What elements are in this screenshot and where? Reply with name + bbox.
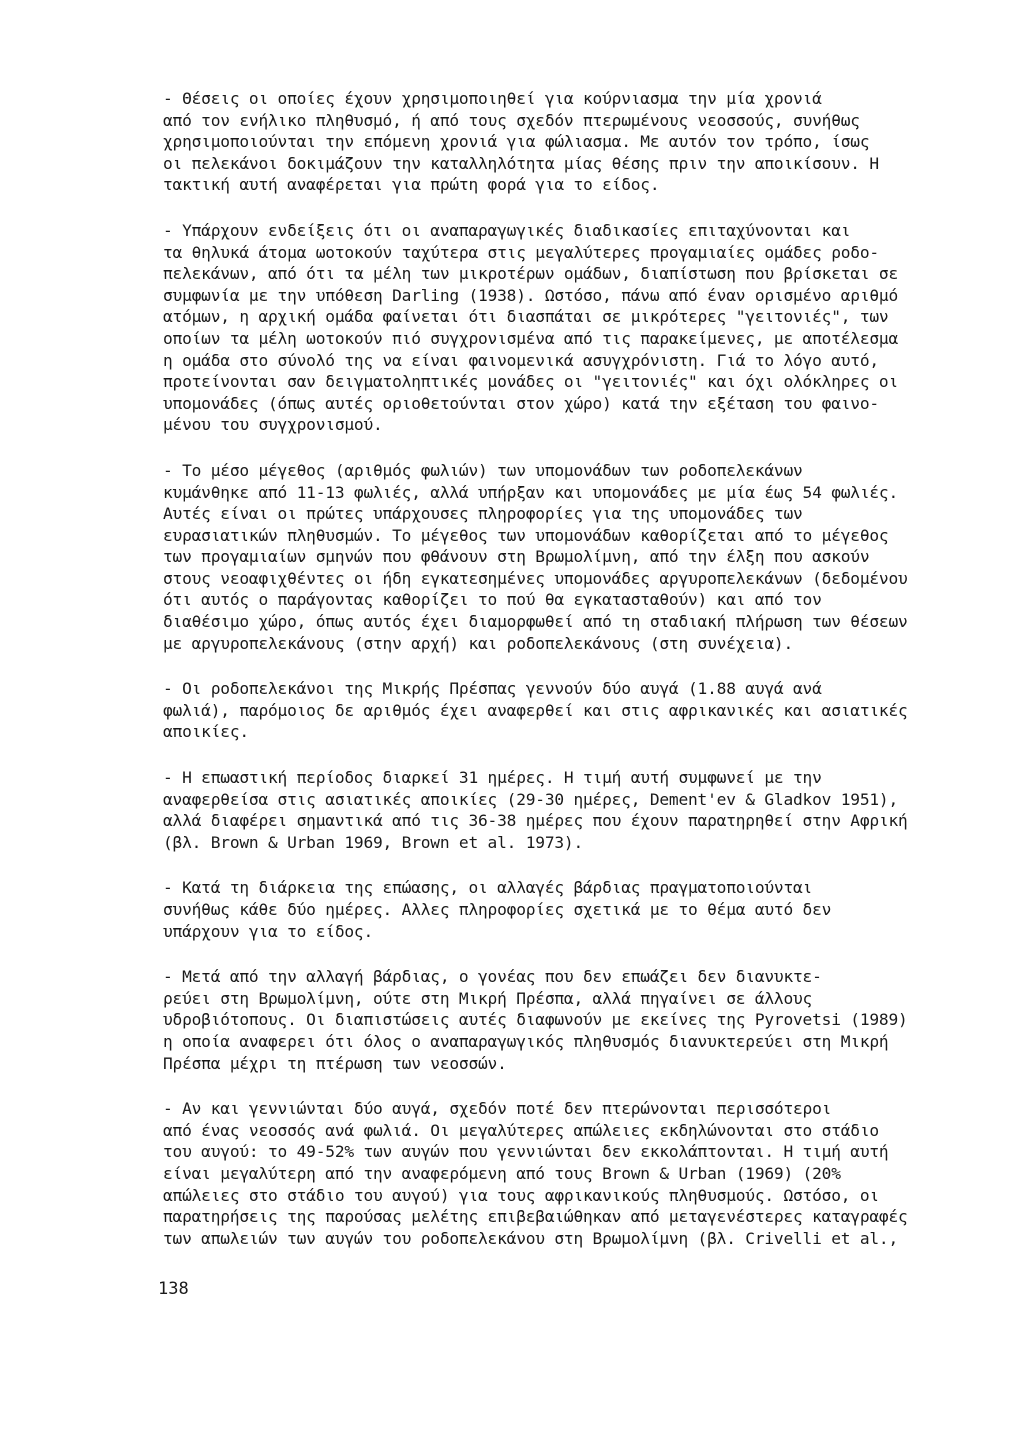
- paragraph-clutch-size: - Οι ροδοπελεκάνοι της Μικρής Πρέσπας γεννούν δύο αυγά (1.88 αυγά ανά φωλιά), παρόμοιος δε αριθμός έχει αναφερθεί και στις αφρικανικές και ασιατικές αποικίες.: [163, 679, 908, 742]
- page-number: 138: [158, 1279, 189, 1299]
- body-text: [163, 88, 933, 1273]
- paragraph-synchrony: - Υπάρχουν ενδείξεις ότι οι αναπαραγωγικές διαδικασίες επιταχύνονται και τα θηλυκά άτομα ωοτοκούν ταχύτερα στις μεγαλύτερες προγαμιαίες ομάδες ροδο- πελεκάνων, από ότι τα μέλη των μικροτέρων ομάδων, διαπίστωση που βρίσκεται σε συμφωνία με την υπόθεση Darling (1938). Ωστόσο, πάνω από έναν ορισμένο αριθμό ατόμων, η αρχική ομάδα φαίνεται ότι διασπάται σε μικρότερες "γειτονιές", των οποίων τα μέλη ωοτοκούν πιό συγχρονισμένα από τις παρακείμενες, με αποτέλεσμα η ομάδα στο σύνολό της να είναι φαινομενικά ασυγχρόνιστη. Γιά το λόγο αυτό, προτείνονται σαν δειγματοληπτικές μονάδες οι "γειτονιές" και όχι ολόκληρες οι υπομονάδες (όπως αυτές οριοθετούνται στον χώρο) κατά την εξέταση του φαινο- μένου του συγχρονισμού.: [163, 220, 899, 435]
- paragraph-incubation-period: - Η επωαστική περίοδος διαρκεί 31 ημέρες. Η τιμή αυτή συμφωνεί με την αναφερθείσα στις ασιατικές αποικίες (29-30 ημέρες, Dement'ev & Gladkov 1951), αλλά διαφέρει σημαντικά από τις 36-38 ημέρες που έχουν παρατηρηθεί στην Αφρική (βλ. Brown & Urban 1969, Brown et al. 1973).: [163, 768, 908, 852]
- paragraph-roosting-sites: - Θέσεις οι οποίες έχουν χρησιμοποιηθεί για κούρνιασμα την μία χρονιά από τον ενήλικο πληθυσμό, ή από τους σχεδόν πτερωμένους νεοσσούς, συνήθως χρησιμοποιούνται την επόμενη χρονιά για φώλιασμα. Με αυτόν τον τρόπο, ίσως οι πελεκάνοι δοκιμάζουν την καταλληλότητα μίας θέσης πριν την αποικίσουν. Η τακτική αυτή αναφέρεται για πρώτη φορά για το είδος.: [163, 89, 879, 195]
- paragraph-subcolony-size: - Το μέσο μέγεθος (αριθμός φωλιών) των υπομονάδων των ροδοπελεκάνων κυμάνθηκε από 11-13 φωλιές, αλλά υπήρξαν και υπομονάδες με μία έως 54 φωλιές. Αυτές είναι οι πρώτες υπάρχουσες πληροφορίες για της υπομονάδες των ευρασιατικών πληθυσμών. Το μέγεθος των υπομονάδων καθορίζεται από το μέγεθος των προγαμιαίων σμηνών που φθάνουν στη Βρωμολίμνη, από την έλξη που ασκούν στους νεοαφιχθέντες οι ήδη εγκατεσημένες υπομονάδες αργυροπελεκάνων (δεδομένου ότι αυτός ο παράγοντας καθορίζει το πού θα εγκατασταθούν) και από τον διαθέσιμο χώρο, όπως αυτός έχει διαμορφωθεί από τη σταδιακή πλήρωση των θέσεων με αργυροπελεκάνους (στην αρχή) και ροδοπελεκάνους (στη συνέχεια).: [163, 460, 908, 653]
- paragraph-off-duty-parent: - Μετά από την αλλαγή βάρδιας, ο γονέας που δεν επωάζει δεν διανυκτε- ρεύει στη Βρωμολίμνη, ούτε στη Μικρή Πρέσπα, αλλά πηγαίνει σε άλλους υδροβιότοπους. Οι διαπιστώσεις αυτές διαφωνούν με εκείνες της Pyrovetsi (1989) η οποία αναφερει ότι όλος ο αναπαραγωγικός πληθυσμός διανυκτερεύει στη Μικρή Πρέσπα μέχρι τη πτέρωση των νεοσσών.: [163, 967, 908, 1073]
- paragraph-egg-losses: - Αν και γεννιώνται δύο αυγά, σχεδόν ποτέ δεν πτερώνονται περισσότεροι από ένας νεοσσός ανά φωλιά. Οι μεγαλύτερες απώλειες εκδηλώνονται στο στάδιο του αυγού: το 49-52% των αυγών που γεννιώνται δεν εκκολάπτονται. Η τιμή αυτή είναι μεγαλύτερη από την αναφερόμενη από τους Brown & Urban (1969) (20% απώλειες στο στάδιο του αυγού) για τους αφρικανικούς πληθυσμούς. Ωστόσο, οι παρατηρήσεις της παρούσας μελέτης επιβεβαιώθηκαν από μεταγενέστερες καταγραφές των απωλειών των αυγών του ροδοπελεκάνου στη Βρωμολίμνη (βλ. Crivelli et al.,: [163, 1099, 908, 1248]
- paragraph-shift-changes: - Κατά τη διάρκεια της επώασης, οι αλλαγές βάρδιας πραγματοποιούνται συνήθως κάθε δύο ημέρες. Αλλες πληροφορίες σχετικά με το θέμα αυτό δεν υπάρχουν για το είδος.: [163, 878, 832, 941]
